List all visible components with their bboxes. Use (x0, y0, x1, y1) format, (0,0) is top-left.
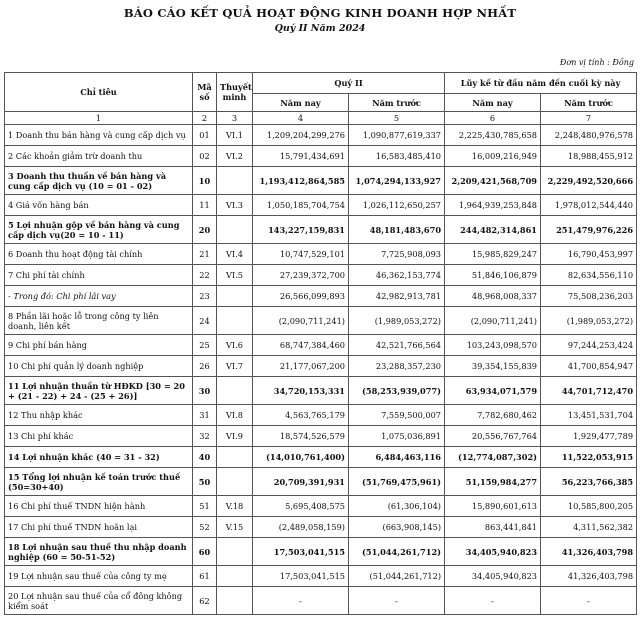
ytd-current-value: 20,556,767,764 (445, 426, 541, 447)
row-code: 01 (193, 125, 217, 146)
quarter-previous-value: 1,074,294,133,927 (349, 167, 445, 195)
row-label: 4 Giá vốn hàng bán (5, 195, 193, 216)
ytd-previous-value: 4,311,562,382 (541, 517, 637, 538)
ytd-current-value: 863,441,841 (445, 517, 541, 538)
ytd-previous-value: 1,929,477,789 (541, 426, 637, 447)
table-row (5, 216, 637, 244)
ytd-previous-value: 75,508,236,203 (541, 286, 637, 307)
quarter-previous-value: (51,769,475,961) (349, 468, 445, 496)
row-note: VI.6 (217, 335, 253, 356)
quarter-previous-value: - (349, 587, 445, 615)
report-period: Quý II Năm 2024 (274, 23, 366, 34)
row-note: V.15 (217, 517, 253, 538)
row-note (217, 286, 253, 307)
ytd-previous-value: 13,451,531,704 (541, 405, 637, 426)
row-label: 13 Chi phí khác (5, 426, 193, 447)
ytd-previous-value: 82,634,556,110 (541, 265, 637, 286)
ytd-current-value: 48,968,008,337 (445, 286, 541, 307)
row-code: 62 (193, 587, 217, 615)
ytd-current-value: - (445, 587, 541, 615)
table-row (5, 307, 637, 335)
quarter-current-value: 1,209,204,299,276 (253, 125, 349, 146)
ytd-previous-value: 11,522,053,915 (541, 447, 637, 468)
ytd-previous-value: 1,978,012,544,440 (541, 195, 637, 216)
ytd-previous-value: 16,790,453,997 (541, 244, 637, 265)
table-row (5, 265, 637, 286)
header-ytd: Lũy kế từ đầu năm đến cuối kỳ này (445, 73, 637, 94)
column-index-row (5, 112, 637, 125)
row-code: 23 (193, 286, 217, 307)
row-label: 3 Doanh thu thuần về bán hàng và cung cấp dịch vụ (10 = 01 - 02) (5, 167, 193, 195)
quarter-current-value: (14,010,761,400) (253, 447, 349, 468)
quarter-previous-value: 7,559,500,007 (349, 405, 445, 426)
row-code: 20 (193, 216, 217, 244)
row-label: 20 Lợi nhuận sau thuế của cổ đông không kiểm soát (5, 587, 193, 615)
ytd-current-value: 2,209,421,568,709 (445, 167, 541, 195)
quarter-previous-value: 48,181,483,670 (349, 216, 445, 244)
ytd-previous-value: 251,479,976,226 (541, 216, 637, 244)
row-label: 10 Chi phí quản lý doanh nghiệp (5, 356, 193, 377)
quarter-previous-value: 1,090,877,619,337 (349, 125, 445, 146)
ytd-current-value: 34,405,940,823 (445, 538, 541, 566)
quarter-current-value: 5,695,408,575 (253, 496, 349, 517)
row-label: 12 Thu nhập khác (5, 405, 193, 426)
quarter-current-value: - (253, 587, 349, 615)
quarter-previous-value: 46,362,153,774 (349, 265, 445, 286)
row-code: 30 (193, 377, 217, 405)
quarter-current-value: (2,090,711,241) (253, 307, 349, 335)
row-code: 61 (193, 566, 217, 587)
row-label: 18 Lợi nhuận sau thuế thu nhập doanh nghiệp (60 = 50-51-52) (5, 538, 193, 566)
row-code: 50 (193, 468, 217, 496)
quarter-previous-value: 42,521,766,564 (349, 335, 445, 356)
ytd-current-value: 51,846,106,879 (445, 265, 541, 286)
row-code: 40 (193, 447, 217, 468)
row-note (217, 566, 253, 587)
row-note (217, 167, 253, 195)
row-note: V.18 (217, 496, 253, 517)
quarter-current-value: 1,193,412,864,585 (253, 167, 349, 195)
table-row (5, 517, 637, 538)
row-code: 31 (193, 405, 217, 426)
header-ytd-current-year: Năm nay (445, 94, 541, 112)
ytd-previous-value: 44,701,712,470 (541, 377, 637, 405)
ytd-current-value: 51,159,984,277 (445, 468, 541, 496)
row-label: 1 Doanh thu bán hàng và cung cấp dịch vụ (5, 125, 193, 146)
quarter-current-value: 143,227,159,831 (253, 216, 349, 244)
quarter-previous-value: 16,583,485,410 (349, 146, 445, 167)
column-index: 3 (217, 112, 253, 125)
ytd-current-value: 63,934,071,579 (445, 377, 541, 405)
quarter-current-value: 1,050,185,704,754 (253, 195, 349, 216)
ytd-previous-value: 2,229,492,520,666 (541, 167, 637, 195)
row-code: 02 (193, 146, 217, 167)
row-code: 51 (193, 496, 217, 517)
quarter-previous-value: (1,989,053,272) (349, 307, 445, 335)
ytd-previous-value: 10,585,800,205 (541, 496, 637, 517)
column-index: 1 (5, 112, 193, 125)
ytd-current-value: 1,964,939,253,848 (445, 195, 541, 216)
row-label: 5 Lợi nhuận gộp về bán hàng và cung cấp dịch vụ(20 = 10 - 11) (5, 216, 193, 244)
ytd-current-value: 15,890,601,613 (445, 496, 541, 517)
header-q-current-year: Năm nay (253, 94, 349, 112)
quarter-previous-value: 1,075,036,891 (349, 426, 445, 447)
quarter-current-value: 26,566,099,893 (253, 286, 349, 307)
quarter-current-value: 34,720,153,331 (253, 377, 349, 405)
column-index: 6 (445, 112, 541, 125)
ytd-current-value: (2,090,711,241) (445, 307, 541, 335)
ytd-previous-value: 41,326,403,798 (541, 566, 637, 587)
table-row (5, 195, 637, 216)
row-code: 22 (193, 265, 217, 286)
quarter-previous-value: 42,982,913,781 (349, 286, 445, 307)
row-label: 11 Lợi nhuận thuần từ HĐKD [30 = 20 + (21 - 22) + 24 - (25 + 26)] (5, 377, 193, 405)
row-note: VI.7 (217, 356, 253, 377)
column-index: 5 (349, 112, 445, 125)
table-row (5, 496, 637, 517)
quarter-previous-value: (51,044,261,712) (349, 566, 445, 587)
report-title: BÁO CÁO KẾT QUẢ HOẠT ĐỘNG KINH DOANH HỢP NHẤT (123, 6, 517, 20)
table-row (5, 244, 637, 265)
table-row (5, 566, 637, 587)
quarter-previous-value: 23,288,357,230 (349, 356, 445, 377)
row-label: 2 Các khoản giảm trừ doanh thu (5, 146, 193, 167)
quarter-current-value: (2,489,058,159) (253, 517, 349, 538)
quarter-current-value: 4,563,765,179 (253, 405, 349, 426)
ytd-previous-value: 41,700,854,947 (541, 356, 637, 377)
row-note: VI.3 (217, 195, 253, 216)
quarter-current-value: 21,177,067,200 (253, 356, 349, 377)
quarter-previous-value: 7,725,908,093 (349, 244, 445, 265)
row-label: 8 Phần lãi hoặc lỗ trong công ty liên doanh, liên kết (5, 307, 193, 335)
table-row (5, 335, 637, 356)
table-row (5, 356, 637, 377)
ytd-current-value: 2,225,430,785,658 (445, 125, 541, 146)
ytd-previous-value: 41,326,403,798 (541, 538, 637, 566)
quarter-current-value: 68,747,384,460 (253, 335, 349, 356)
ytd-current-value: 16,009,216,949 (445, 146, 541, 167)
ytd-current-value: 39,354,155,839 (445, 356, 541, 377)
table-row (5, 587, 637, 615)
header-quarter: Quý II (253, 73, 445, 94)
row-note (217, 468, 253, 496)
ytd-current-value: 34,405,940,823 (445, 566, 541, 587)
row-label: 6 Doanh thu hoạt động tài chính (5, 244, 193, 265)
quarter-previous-value: (663,908,145) (349, 517, 445, 538)
ytd-previous-value: (1,989,053,272) (541, 307, 637, 335)
ytd-previous-value: 2,248,480,976,578 (541, 125, 637, 146)
ytd-previous-value: 56,223,766,385 (541, 468, 637, 496)
header-thuyet-minh: Thuyết minh (217, 73, 253, 112)
table-row (5, 146, 637, 167)
row-label: 15 Tổng lợi nhuận kế toán trước thuế (50=30+40) (5, 468, 193, 496)
income-statement-table (4, 72, 637, 615)
row-label: - Trong đó: Chi phí lãi vay (5, 286, 193, 307)
row-note (217, 587, 253, 615)
quarter-current-value: 27,239,372,700 (253, 265, 349, 286)
row-code: 32 (193, 426, 217, 447)
row-note (217, 216, 253, 244)
ytd-current-value: 103,243,098,570 (445, 335, 541, 356)
row-note: VI.9 (217, 426, 253, 447)
ytd-current-value: 15,985,829,247 (445, 244, 541, 265)
ytd-previous-value: 97,244,253,424 (541, 335, 637, 356)
header-q-previous-year: Năm trước (349, 94, 445, 112)
row-label: 19 Lợi nhuận sau thuế của công ty mẹ (5, 566, 193, 587)
table-row (5, 405, 637, 426)
column-index: 2 (193, 112, 217, 125)
row-code: 60 (193, 538, 217, 566)
ytd-current-value: (12,774,087,302) (445, 447, 541, 468)
quarter-current-value: 15,791,434,691 (253, 146, 349, 167)
row-code: 10 (193, 167, 217, 195)
row-label: 9 Chi phí bán hàng (5, 335, 193, 356)
row-note (217, 377, 253, 405)
row-note (217, 447, 253, 468)
ytd-previous-value: 18,988,455,912 (541, 146, 637, 167)
table-row (5, 468, 637, 496)
row-label: 7 Chi phí tài chính (5, 265, 193, 286)
quarter-current-value: 17,503,041,515 (253, 566, 349, 587)
quarter-current-value: 10,747,529,101 (253, 244, 349, 265)
row-note: VI.2 (217, 146, 253, 167)
row-label: 17 Chi phí thuế TNDN hoãn lại (5, 517, 193, 538)
row-code: 25 (193, 335, 217, 356)
table-row (5, 125, 637, 146)
quarter-previous-value: (58,253,939,077) (349, 377, 445, 405)
row-code: 52 (193, 517, 217, 538)
currency-unit: Đơn vị tính : Đồng (559, 58, 634, 67)
quarter-previous-value: (51,044,261,712) (349, 538, 445, 566)
quarter-current-value: 18,574,526,579 (253, 426, 349, 447)
table-row (5, 167, 637, 195)
row-note: VI.4 (217, 244, 253, 265)
column-index: 7 (541, 112, 637, 125)
quarter-previous-value: 1,026,112,650,257 (349, 195, 445, 216)
table-row (5, 286, 637, 307)
table-row (5, 447, 637, 468)
row-note: VI.8 (217, 405, 253, 426)
ytd-current-value: 244,482,314,861 (445, 216, 541, 244)
row-code: 26 (193, 356, 217, 377)
header-ma-so: Mã số (193, 73, 217, 112)
header-ytd-previous-year: Năm trước (541, 94, 637, 112)
table-row (5, 426, 637, 447)
quarter-previous-value: (61,306,104) (349, 496, 445, 517)
row-code: 24 (193, 307, 217, 335)
row-note (217, 307, 253, 335)
row-label: 16 Chi phí thuế TNDN hiện hành (5, 496, 193, 517)
row-code: 21 (193, 244, 217, 265)
column-index: 4 (253, 112, 349, 125)
quarter-previous-value: 6,484,463,116 (349, 447, 445, 468)
table-row (5, 377, 637, 405)
ytd-current-value: 7,782,680,462 (445, 405, 541, 426)
quarter-current-value: 17,503,041,515 (253, 538, 349, 566)
ytd-previous-value: - (541, 587, 637, 615)
row-note (217, 538, 253, 566)
row-note: VI.5 (217, 265, 253, 286)
header-chi-tieu: Chỉ tiêu (5, 73, 193, 112)
row-code: 11 (193, 195, 217, 216)
row-label: 14 Lợi nhuận khác (40 = 31 - 32) (5, 447, 193, 468)
quarter-current-value: 20,709,391,931 (253, 468, 349, 496)
row-note: VI.1 (217, 125, 253, 146)
table-row (5, 538, 637, 566)
